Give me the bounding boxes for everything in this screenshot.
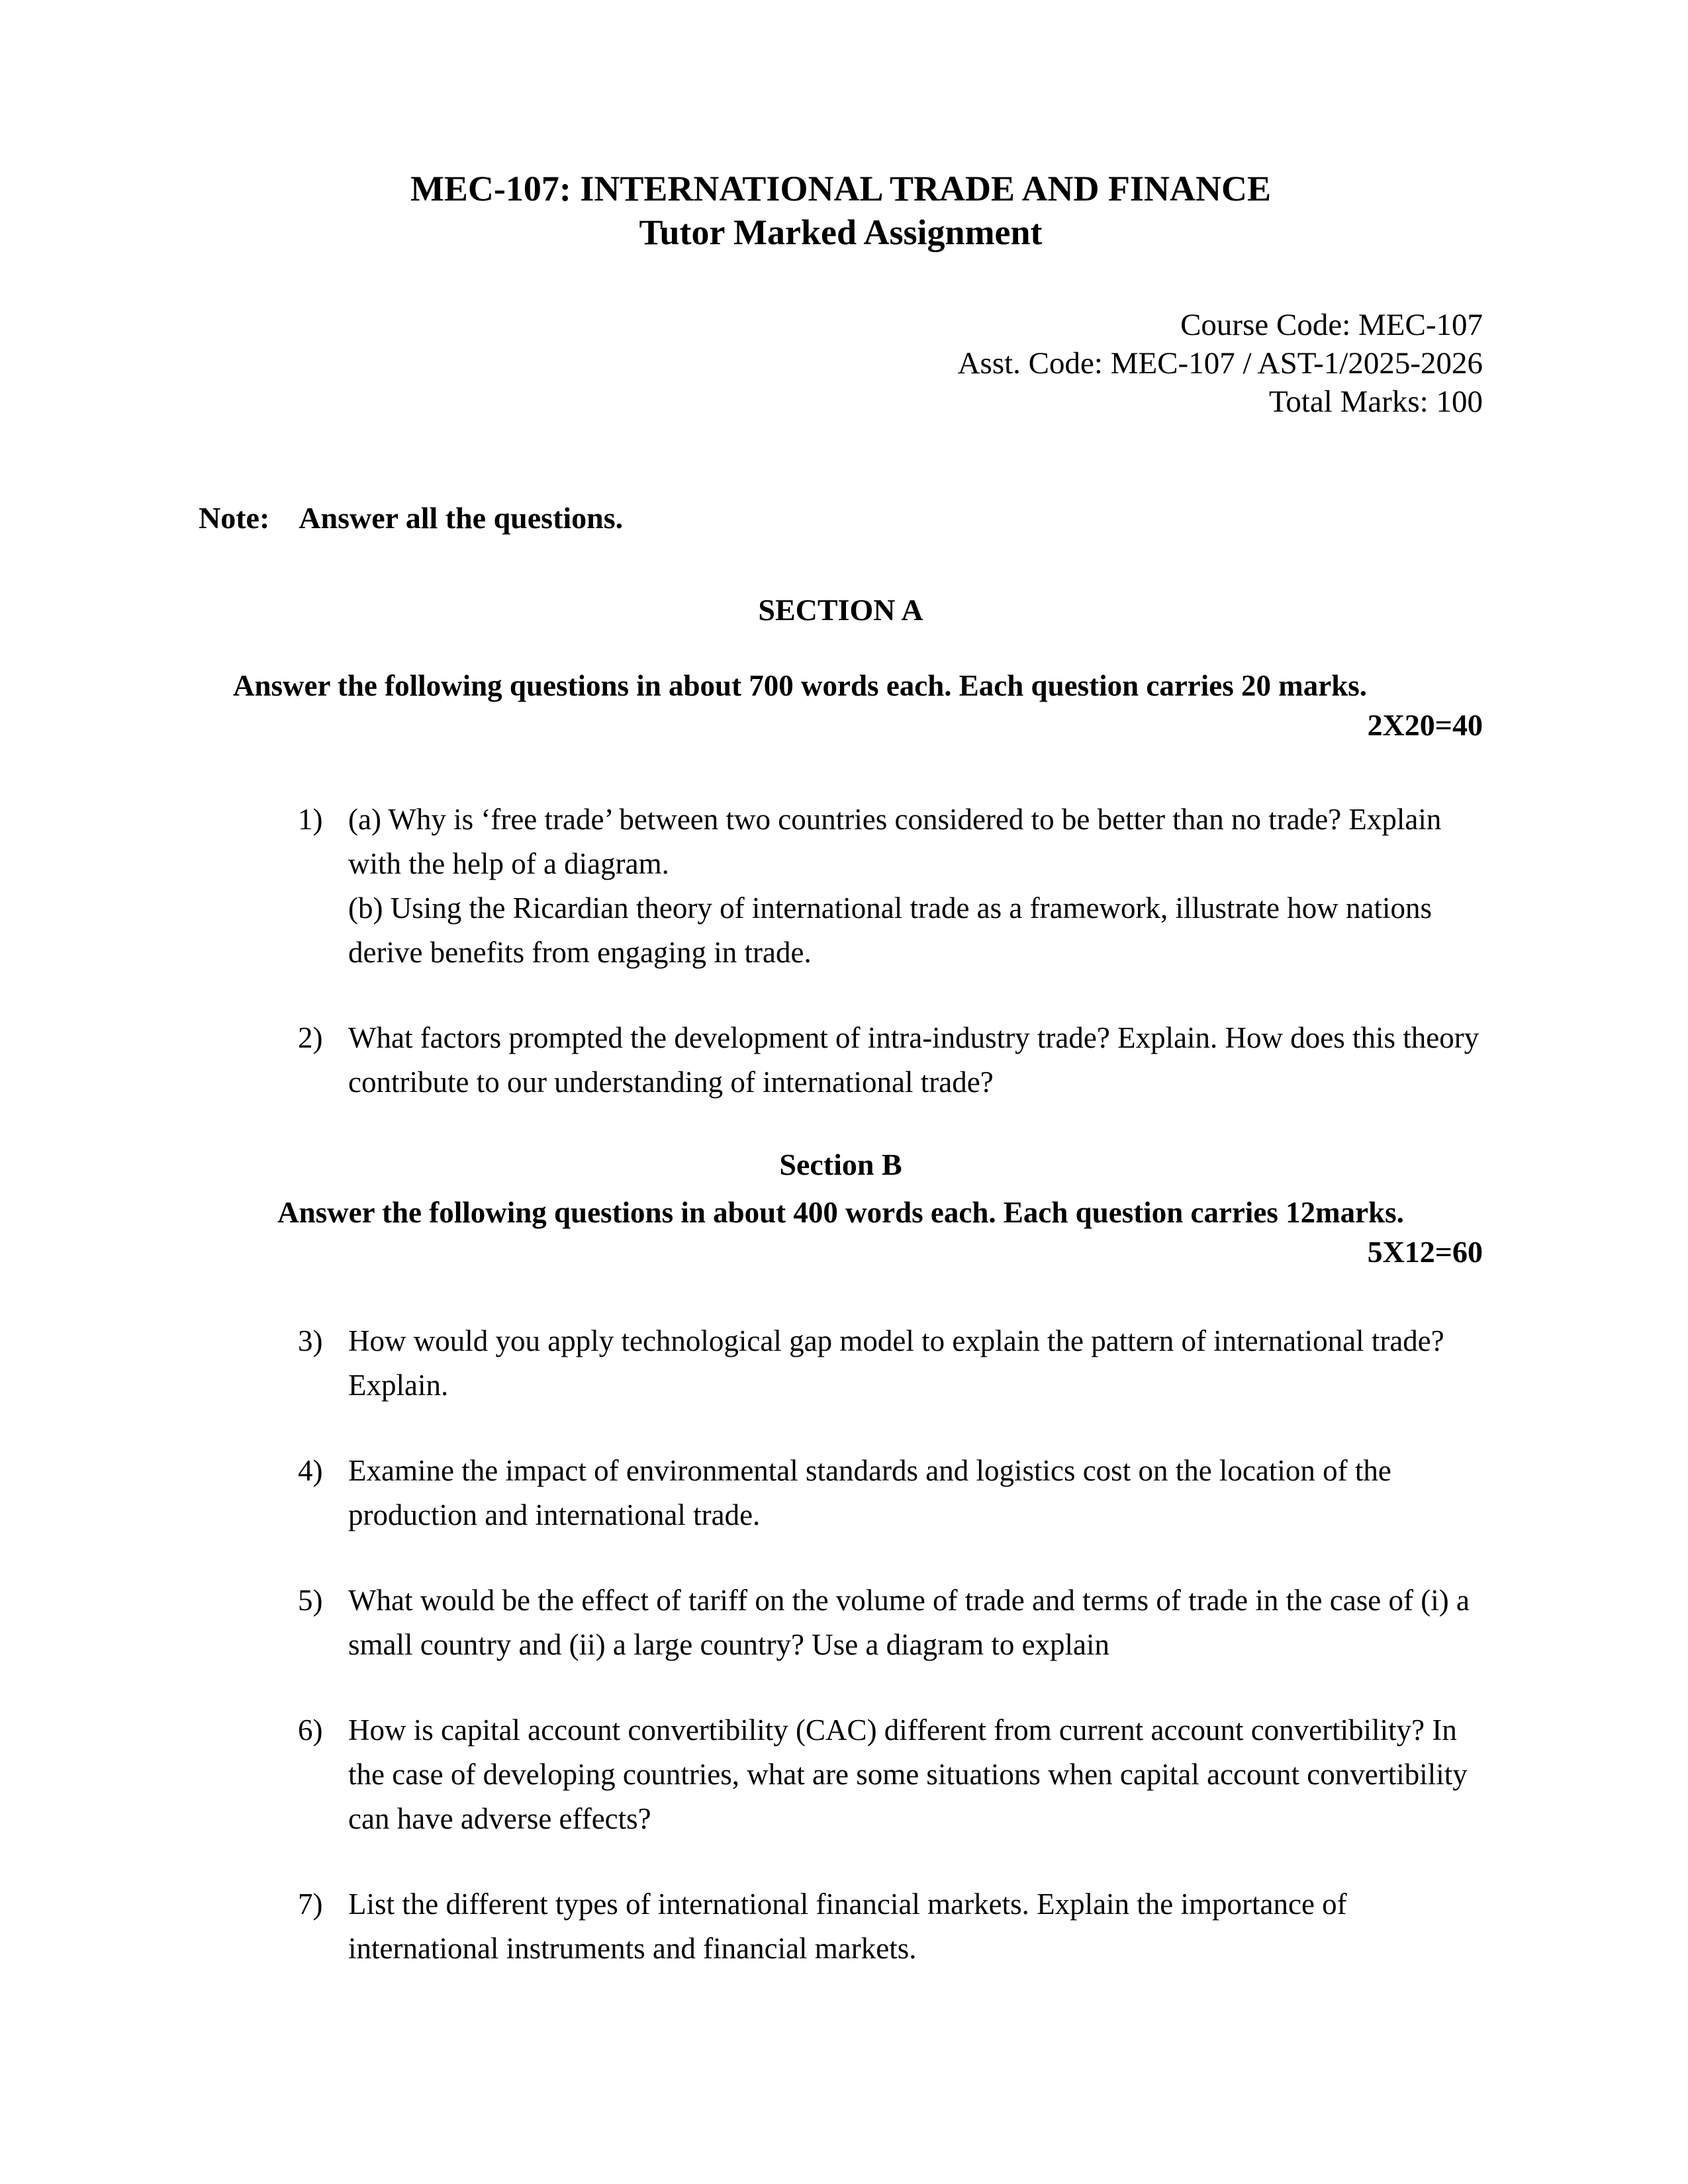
assignment-code: Asst. Code: MEC-107 / AST-1/2025-2026 bbox=[957, 346, 1483, 381]
section-a-heading: SECTION A bbox=[758, 593, 923, 627]
question-6 bbox=[199, 1708, 1483, 1841]
document-header bbox=[199, 167, 1483, 254]
section-b-instruction: Answer the following questions in about 400 words each. Each question carries 12marks. bbox=[277, 1196, 1404, 1229]
question-2 bbox=[199, 1016, 1483, 1105]
question-4 bbox=[199, 1449, 1483, 1537]
question-7 bbox=[199, 1882, 1483, 1971]
question-number: 4) bbox=[298, 1454, 323, 1487]
question-number: 6) bbox=[298, 1713, 323, 1747]
section-b-questions bbox=[199, 1319, 1483, 1971]
section-a-questions bbox=[199, 797, 1483, 1105]
question-number: 7) bbox=[298, 1888, 323, 1921]
question-3 bbox=[199, 1319, 1483, 1408]
section-b-marks-formula: 5X12=60 bbox=[1367, 1235, 1483, 1269]
question-5 bbox=[199, 1578, 1483, 1667]
question-text bbox=[348, 797, 1483, 975]
note-text: Answer all the questions. bbox=[299, 501, 624, 535]
course-code: Course Code: MEC-107 bbox=[1180, 308, 1483, 342]
question-text: How is capital account convertibility (CAC) different from current account convertibility? In the case of developing countries, what are some situations when capital account convertibility can have adverse effects? bbox=[348, 1713, 1468, 1835]
question-1-part-b: (b) Using the Ricardian theory of international trade as a framework, illustrate how nations derive benefits from engaging in trade. bbox=[348, 891, 1432, 969]
question-number: 5) bbox=[298, 1584, 323, 1617]
course-meta bbox=[199, 306, 1483, 421]
course-title: MEC-107: INTERNATIONAL TRADE AND FINANCE bbox=[410, 169, 1272, 208]
assignment-title: Tutor Marked Assignment bbox=[639, 212, 1043, 252]
question-text: What would be the effect of tariff on the volume of trade and terms of trade in the case of (i) a small country and (ii) a large country? Use a diagram to explain bbox=[348, 1584, 1470, 1661]
question-1 bbox=[199, 797, 1483, 975]
question-text: How would you apply technological gap model to explain the pattern of international trade? Explain. bbox=[348, 1324, 1444, 1402]
question-text: What factors prompted the development of intra-industry trade? Explain. How does this theory contribute to our understanding of international trade? bbox=[348, 1021, 1479, 1099]
section-a-instruction: Answer the following questions in about 700 words each. Each question carries 20 marks. bbox=[233, 669, 1368, 702]
section-b-heading: Section B bbox=[779, 1148, 902, 1181]
question-text: List the different types of international financial markets. Explain the importance of international instruments and financial markets. bbox=[348, 1888, 1347, 1965]
section-a-marks-formula: 2X20=40 bbox=[1367, 708, 1483, 742]
note-label: Note: bbox=[199, 501, 270, 535]
question-number: 2) bbox=[298, 1021, 323, 1054]
question-number: 1) bbox=[298, 803, 323, 836]
total-marks: Total Marks: 100 bbox=[1268, 385, 1483, 419]
note bbox=[199, 500, 1483, 535]
question-1-part-a: (a) Why is ‘free trade’ between two countries considered to be better than no trade? Explain with the help of a diagram. bbox=[348, 803, 1442, 880]
question-text: Examine the impact of environmental standards and logistics cost on the location of the production and international trade. bbox=[348, 1454, 1391, 1531]
question-number: 3) bbox=[298, 1324, 323, 1357]
